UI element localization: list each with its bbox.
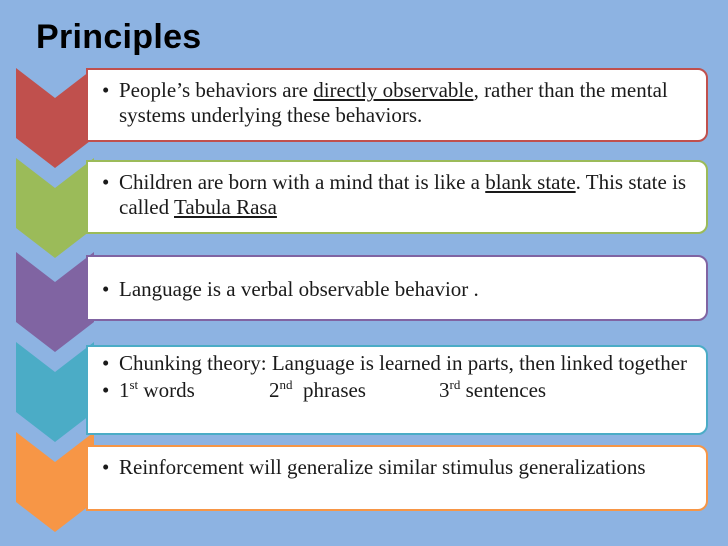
chevron-2-shape <box>16 158 94 258</box>
order-word: sentences <box>465 378 547 402</box>
bullet-dot: • <box>102 455 110 479</box>
order-item-3 <box>439 378 546 403</box>
text-segment: Children are born with a mind that is like a <box>119 170 486 194</box>
underlined-term: Tabula Rasa <box>174 195 277 219</box>
ordinal-suffix: st <box>129 377 139 392</box>
slide-title: Principles <box>36 18 202 56</box>
ordinal-suffix: rd <box>449 377 461 392</box>
order-number: 3 <box>439 378 450 402</box>
chevron-3 <box>16 252 94 352</box>
sub-bullet <box>102 378 692 403</box>
card-3 <box>86 255 708 321</box>
order-number: 2 <box>269 378 280 402</box>
bullet-text-4 <box>119 351 687 376</box>
card-4 <box>86 345 708 435</box>
bullet-text-5 <box>119 455 646 480</box>
bullet-dot: • <box>102 78 110 102</box>
order-word: words <box>143 378 195 402</box>
bullet-text-1 <box>119 78 692 128</box>
chevron-4 <box>16 342 94 442</box>
text-segment: . This state is called <box>119 170 687 219</box>
underlined-term: directly observable <box>313 78 474 102</box>
bullet-dot: • <box>102 277 110 301</box>
chevron-1-shape <box>16 68 94 168</box>
bullet-3 <box>102 277 692 302</box>
bullet-dot: • <box>102 351 110 375</box>
text-segment: Reinforcement will generalize similar stimulus generalizations <box>119 455 646 479</box>
text-segment: Language is a verbal observable behavior . <box>119 277 479 301</box>
order-item-1 <box>119 378 269 403</box>
card-2 <box>86 160 708 234</box>
bullet-4 <box>102 351 692 376</box>
bullet-5 <box>102 455 692 480</box>
ordinal-suffix: nd <box>279 377 293 392</box>
order-word: phrases <box>303 378 366 402</box>
order-item-2 <box>269 378 439 403</box>
underlined-term: blank state <box>485 170 576 194</box>
chevron-2 <box>16 158 94 258</box>
text-segment: People’s behaviors are <box>119 78 314 102</box>
text-segment: , rather than the mental systems underlying these behaviors. <box>119 78 668 127</box>
order-number: 1 <box>119 378 130 402</box>
bullet-text-2 <box>119 170 692 220</box>
card-1 <box>86 68 708 142</box>
bullet-1 <box>102 78 692 128</box>
chevron-5-shape <box>16 432 94 532</box>
bullet-dot: • <box>102 170 110 194</box>
bullet-dot: • <box>102 378 110 402</box>
chevron-3-shape <box>16 252 94 352</box>
chevron-4-shape <box>16 342 94 442</box>
chevron-5 <box>16 432 94 532</box>
text-segment: Chunking theory: Language is learned in parts, then linked together <box>119 351 688 375</box>
chevron-1 <box>16 68 94 168</box>
bullet-text-3 <box>119 277 479 302</box>
bullet-2 <box>102 170 692 220</box>
card-5 <box>86 445 708 511</box>
